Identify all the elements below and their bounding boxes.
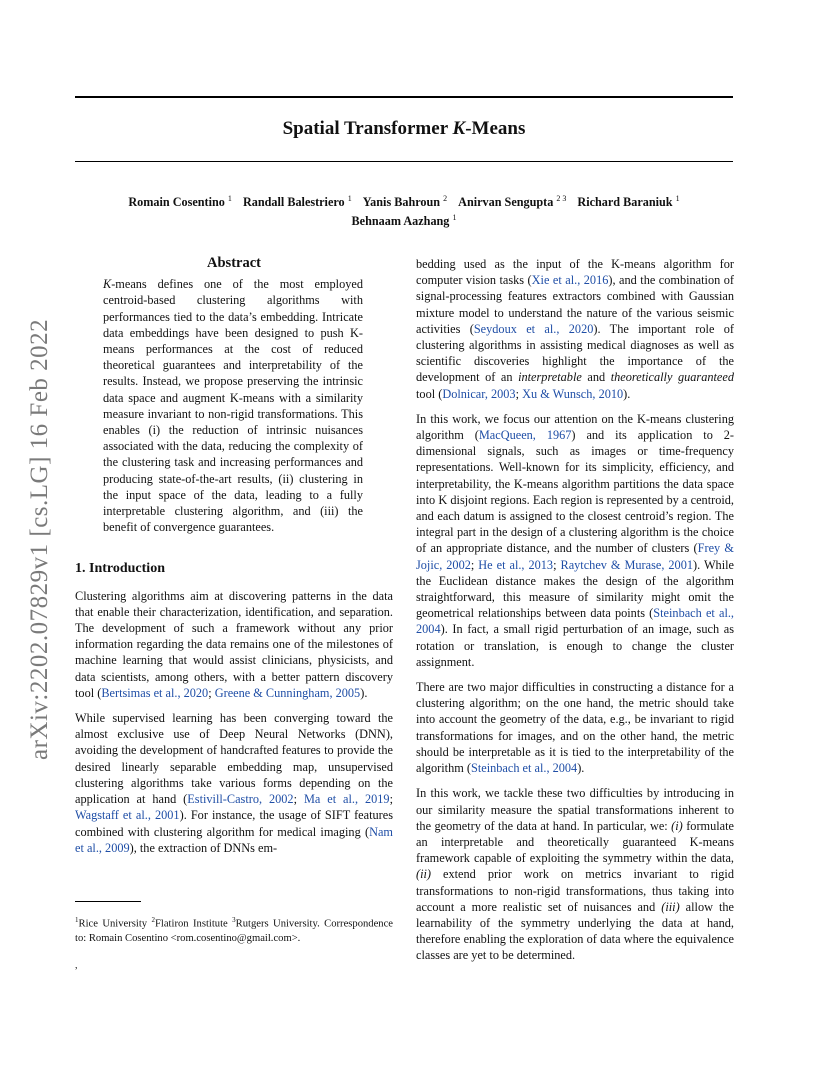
title-bottom-rule — [75, 161, 733, 162]
citation-link[interactable]: Greene & Cunningham, 2005 — [214, 685, 361, 700]
citation-link[interactable]: Steinbach et al., 2004 — [470, 761, 578, 776]
right-column — [416, 256, 734, 973]
intro-paragraph: Clustering algorithms aim at discovering patterns in the data that enable their characterization, identification, and separation. The development of such a framework without any prior information regarding the data remains one of the milestones of machine learning that would assist clinicians, physicists, and data scientists, among others, with a better pattern discovery tool (Bertsimas et al., 2020; Greene & Cunningham, 2005). — [75, 588, 393, 700]
author: Romain Cosentino $^1$ — [128, 194, 232, 210]
abstract-heading: Abstract — [207, 255, 261, 271]
section-heading-introduction: 1. Introduction — [75, 561, 165, 577]
footnote-affiliations: $^1$Rice University $^2$Flatiron Institute $^3$Rutgers University. Correspondence to: Romain Cosentino <rom.cosentino@gmail.com>. — [75, 916, 393, 944]
left-column — [75, 255, 393, 865]
author: Richard Baraniuk $^1$ — [577, 194, 680, 210]
citation-link[interactable]: Dolnicar, 2003 — [442, 386, 516, 401]
citation-link[interactable]: Bertsimas et al., 2020 — [101, 685, 209, 700]
citation-link[interactable]: Wagstaff et al., 2001 — [75, 808, 180, 823]
intro-paragraph: While supervised learning has been converging toward the almost exclusive use of Deep Neural Networks (DNN), avoiding the development of handcrafted features to provide the desired linearly separable embedding map, unsupervised clustering algorithms take various forms depending on the application at hand (Estivill-Castro, 2002; Ma et al., 2019; Wagstaff et al., 2001). For instance, the usage of SIFT features combined with clustering algorithm for medical imaging (Nam et al., 2009), the extraction of DNNs em- — [75, 711, 393, 855]
author: Anirvan Sengupta $^{2 3}$ — [458, 194, 567, 210]
footnote-comma: , — [75, 960, 78, 971]
citation-link[interactable]: Steinbach et al., 2004 — [416, 606, 735, 637]
abstract-body: K-means defines one of the most employed centroid-based clustering algorithms with performances tied to the data’s embedding. Intricate data embeddings have been designed to push K-means performances at the cost of reduced theoretical guarantees and interpretability of the results. Instead, we propose preserving the intrinsic data space and augment K-means with a similarity measure invariant to non-rigid transformations. This enables (i) the reduction of intrinsic nuisances associated with the data, reducing the complexity of the clustering task and increasing performances and producing state-of-the-art results, (ii) clustering in the input space of the data, leading to a fully interpretable clustering algorithm, and (iii) the benefit of convergence guarantees. — [103, 277, 363, 535]
citation-link[interactable]: He et al., 2013 — [478, 557, 554, 572]
paper-title: Spatial Transformer K-Means — [282, 118, 526, 139]
citation-link[interactable]: Ma et al., 2019 — [303, 792, 390, 807]
citation-link[interactable]: Estivill-Castro, 2002 — [187, 792, 294, 807]
arxiv-stamp: arXiv:2202.07829v1 [cs.LG] 16 Feb 2022 — [26, 318, 53, 760]
citation-link[interactable]: Raytchev & Murase, 2001 — [560, 557, 694, 572]
author-list — [75, 191, 733, 229]
author: Behnaam Aazhang $^1$ — [351, 213, 457, 229]
citation-link[interactable]: Nam et al., 2009 — [75, 824, 393, 855]
body-paragraph: bedding used as the input of the K-means algorithm for computer vision tasks (Xie et al., 2016), and the combination of signal-processing features extractors combined with Gaussian mixture model to understand the nature of the various seismic activities (Seydoux et al., 2020). The important role of clustering algorithms in assisting medical diagnoses as well as scientific discoveries highlight the importance of the development of an interpretable and theoretically guaranteed tool (Dolnicar, 2003; Xu & Wunsch, 2010). — [416, 257, 735, 401]
author: Yanis Bahroun $^2$ — [362, 194, 448, 210]
citation-link[interactable]: Xie et al., 2016 — [531, 273, 609, 288]
citation-link[interactable]: Frey & Jojic, 2002 — [416, 541, 734, 572]
body-paragraph: There are two major difficulties in constructing a distance for a clustering algorithm; on the one hand, the metric should take into account the geometry of the data, e.g., be invariant to rigid transformations for images, and on the other hand, the metric should be interpretable as it is tied to the interpretability of the algorithm (Steinbach et al., 2004). — [416, 680, 734, 776]
title-top-rule — [75, 96, 733, 98]
body-paragraph: In this work, we focus our attention on the K-means clustering algorithm (MacQueen, 1967) and its application to 2-dimensional signals, such as images or time-frequency representations. Well-known for its simplicity, efficiency, and interpretability, the K-means algorithm partitions the data space into K disjoint regions. Each region is represented by a centroid, and each datum is assigned to the closest centroid’s region. The integral part in the design of a clustering algorithm is the choice of an appropriate distance, and the number of clusters (Frey & Jojic, 2002; He et al., 2013; Raytchev & Murase, 2001). While the Euclidean distance makes the design of the algorithm straightforward, this measure of similarity might omit the geometrical relationships between data points (Steinbach et al., 2004). In fact, a small rigid perturbation of an image, such as rotation or translation, is enough to change the cluster assignment. — [416, 411, 735, 669]
body-paragraph: In this work, we tackle these two difficulties by introducing in our similarity measure the spatial transformations inherent to the geometry of the data at hand. In particular, we: (i) formulate an interpretable and theoretically guaranteed K-means framework capable of exploiting the symmetry within the data, (ii) extend prior work on metrics invariant to rigid transformations to non-rigid transformations, thus taking into account a more realistic set of nuisances and (iii) allow the learnability of the symmetry underlying the data at hand, therefore enabling the exploration of data where the equivalence classes are yet to be determined. — [416, 786, 735, 963]
author: Randall Balestriero $^1$ — [242, 194, 352, 210]
citation-link[interactable]: Xu & Wunsch, 2010 — [522, 386, 624, 401]
citation-link[interactable]: Seydoux et al., 2020 — [473, 321, 594, 336]
footnote-rule — [75, 901, 141, 902]
citation-link[interactable]: MacQueen, 1967 — [478, 428, 572, 443]
